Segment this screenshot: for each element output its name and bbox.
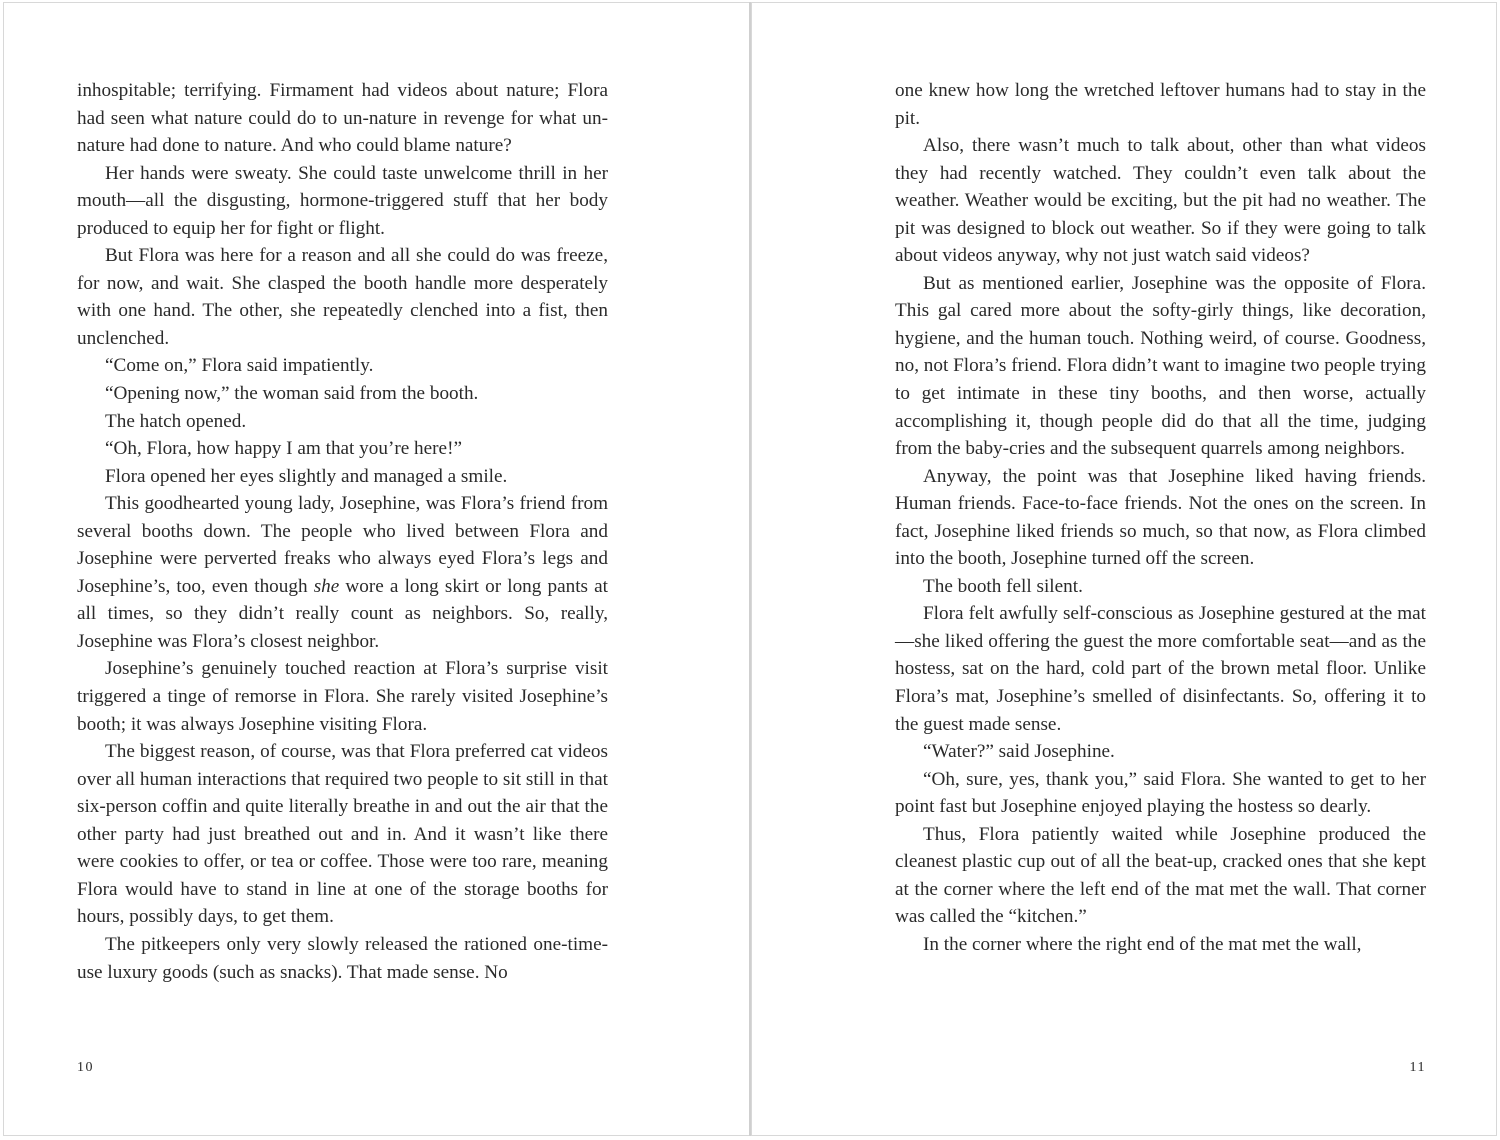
paragraph: Thus, Flora patiently waited while Josephine produced the cleanest plastic cup out of all the beat-up, cracked ones that she kept at the corner where the left end of the mat met the wall. That corner was called the “kitchen.”	[895, 823, 1426, 928]
paragraph: Josephine’s genuinely touched reaction at Flora’s surprise visit triggered a tinge of remorse in Flora. She rarely visited Josephine’s booth; it was always Josephine visiting Flora.	[77, 658, 608, 735]
paragraph: “Oh, sure, yes, thank you,” said Flora. She wanted to get to her point fast but Josephine enjoyed playing the hostess so dearly.	[895, 768, 1426, 818]
right-page	[751, 2, 1497, 1136]
paragraph: The biggest reason, of course, was that Flora preferred cat videos over all human interactions that required two people to sit still in that six-person coffin and quite literally breathe in and out the air that the other party had just breathed out and in. And it wasn’t like there were cookies to offer, or tea or coffee. Those were too rare, meaning Flora would have to stand in line at one of the storage booths for hours, possibly days, to get them.	[77, 741, 608, 928]
page-number-left: 10	[77, 1060, 94, 1075]
paragraph: The hatch opened.	[105, 410, 247, 432]
paragraph: Her hands were sweaty. She could taste unwelcome thrill in her mouth—all the disgusting, hormone-triggered stuff that her body produced to equip her for fight or flight.	[77, 162, 608, 239]
right-page-text	[895, 77, 1426, 959]
paragraph: “Oh, Flora, how happy I am that you’re here!”	[105, 438, 462, 460]
paragraph: The pitkeepers only very slowly released the rationed one-time-use luxury goods (such as snacks). That made sense. No	[77, 933, 608, 983]
paragraph: “Opening now,” the woman said from the booth.	[105, 383, 479, 405]
page-number-right: 11	[1409, 1060, 1426, 1075]
paragraph: one knew how long the wretched leftover humans had to stay in the pit.	[895, 80, 1426, 129]
paragraph: But as mentioned earlier, Josephine was the opposite of Flora. This gal cared more about the softy-girly things, like decoration, hygiene, and the human touch. Nothing weird, of course. Goodness, no, not Flora’s friend. Flora didn’t want to imagine two people trying to get intimate in these tiny booths, and then worse, actually accomplishing it, though people did do that all the time, judging from the baby-cries and the subsequent quarrels among neighbors.	[895, 272, 1426, 460]
paragraph: Flora felt awfully self-conscious as Josephine gestured at the mat—she liked offering the guest the more comfortable seat—and as the hostess, sat on the hard, cold part of the brown metal floor. Unlike Flora’s mat, Josephine’s smelled of disinfectants. So, offering it to the guest made sense.	[895, 603, 1426, 735]
left-page-text	[77, 77, 608, 986]
paragraph: Also, there wasn’t much to talk about, other than what videos they had recently watched. They couldn’t even talk about the weather. Weather would be exciting, but the pit had no weather. The pit was designed to block out weather. So if they were going to talk about videos anyway, why not just watch said videos?	[895, 135, 1426, 267]
paragraph: In the corner where the right end of the mat met the wall,	[923, 933, 1362, 955]
paragraph: The booth fell silent.	[923, 575, 1083, 597]
paragraph: inhospitable; terrifying. Firmament had videos about nature; Flora had seen what nature could do to un-nature in revenge for what un-nature had done to nature. And who could blame nature?	[77, 80, 608, 157]
emphasis: she	[313, 575, 340, 597]
paragraph: “Water?” said Josephine.	[923, 741, 1115, 763]
paragraph: Anyway, the point was that Josephine liked having friends. Human friends. Face-to-face friends. Not the ones on the screen. In fact, Josephine liked friends so much, so that now, as Flora climbed into the booth, Josephine turned off the screen.	[895, 465, 1426, 570]
paragraph: “Come on,” Flora said impatiently.	[105, 355, 374, 377]
paragraph: This goodhearted young lady, Josephine, was Flora’s friend from several booths down. The people who lived between Flora and Josephine were perverted freaks who always eyed Flora’s legs and Josephine’s, too, even though she wore a long skirt or long pants at all times, so they didn’t really count as neighbors. So, really, Josephine was Flora’s closest neighbor.	[77, 493, 608, 652]
paragraph: Flora opened her eyes slightly and managed a smile.	[105, 465, 508, 487]
left-page	[3, 2, 751, 1136]
paragraph: But Flora was here for a reason and all she could do was freeze, for now, and wait. She clasped the booth handle more desperately with one hand. The other, she repeatedly clenched into a fist, then unclenched.	[77, 245, 608, 349]
